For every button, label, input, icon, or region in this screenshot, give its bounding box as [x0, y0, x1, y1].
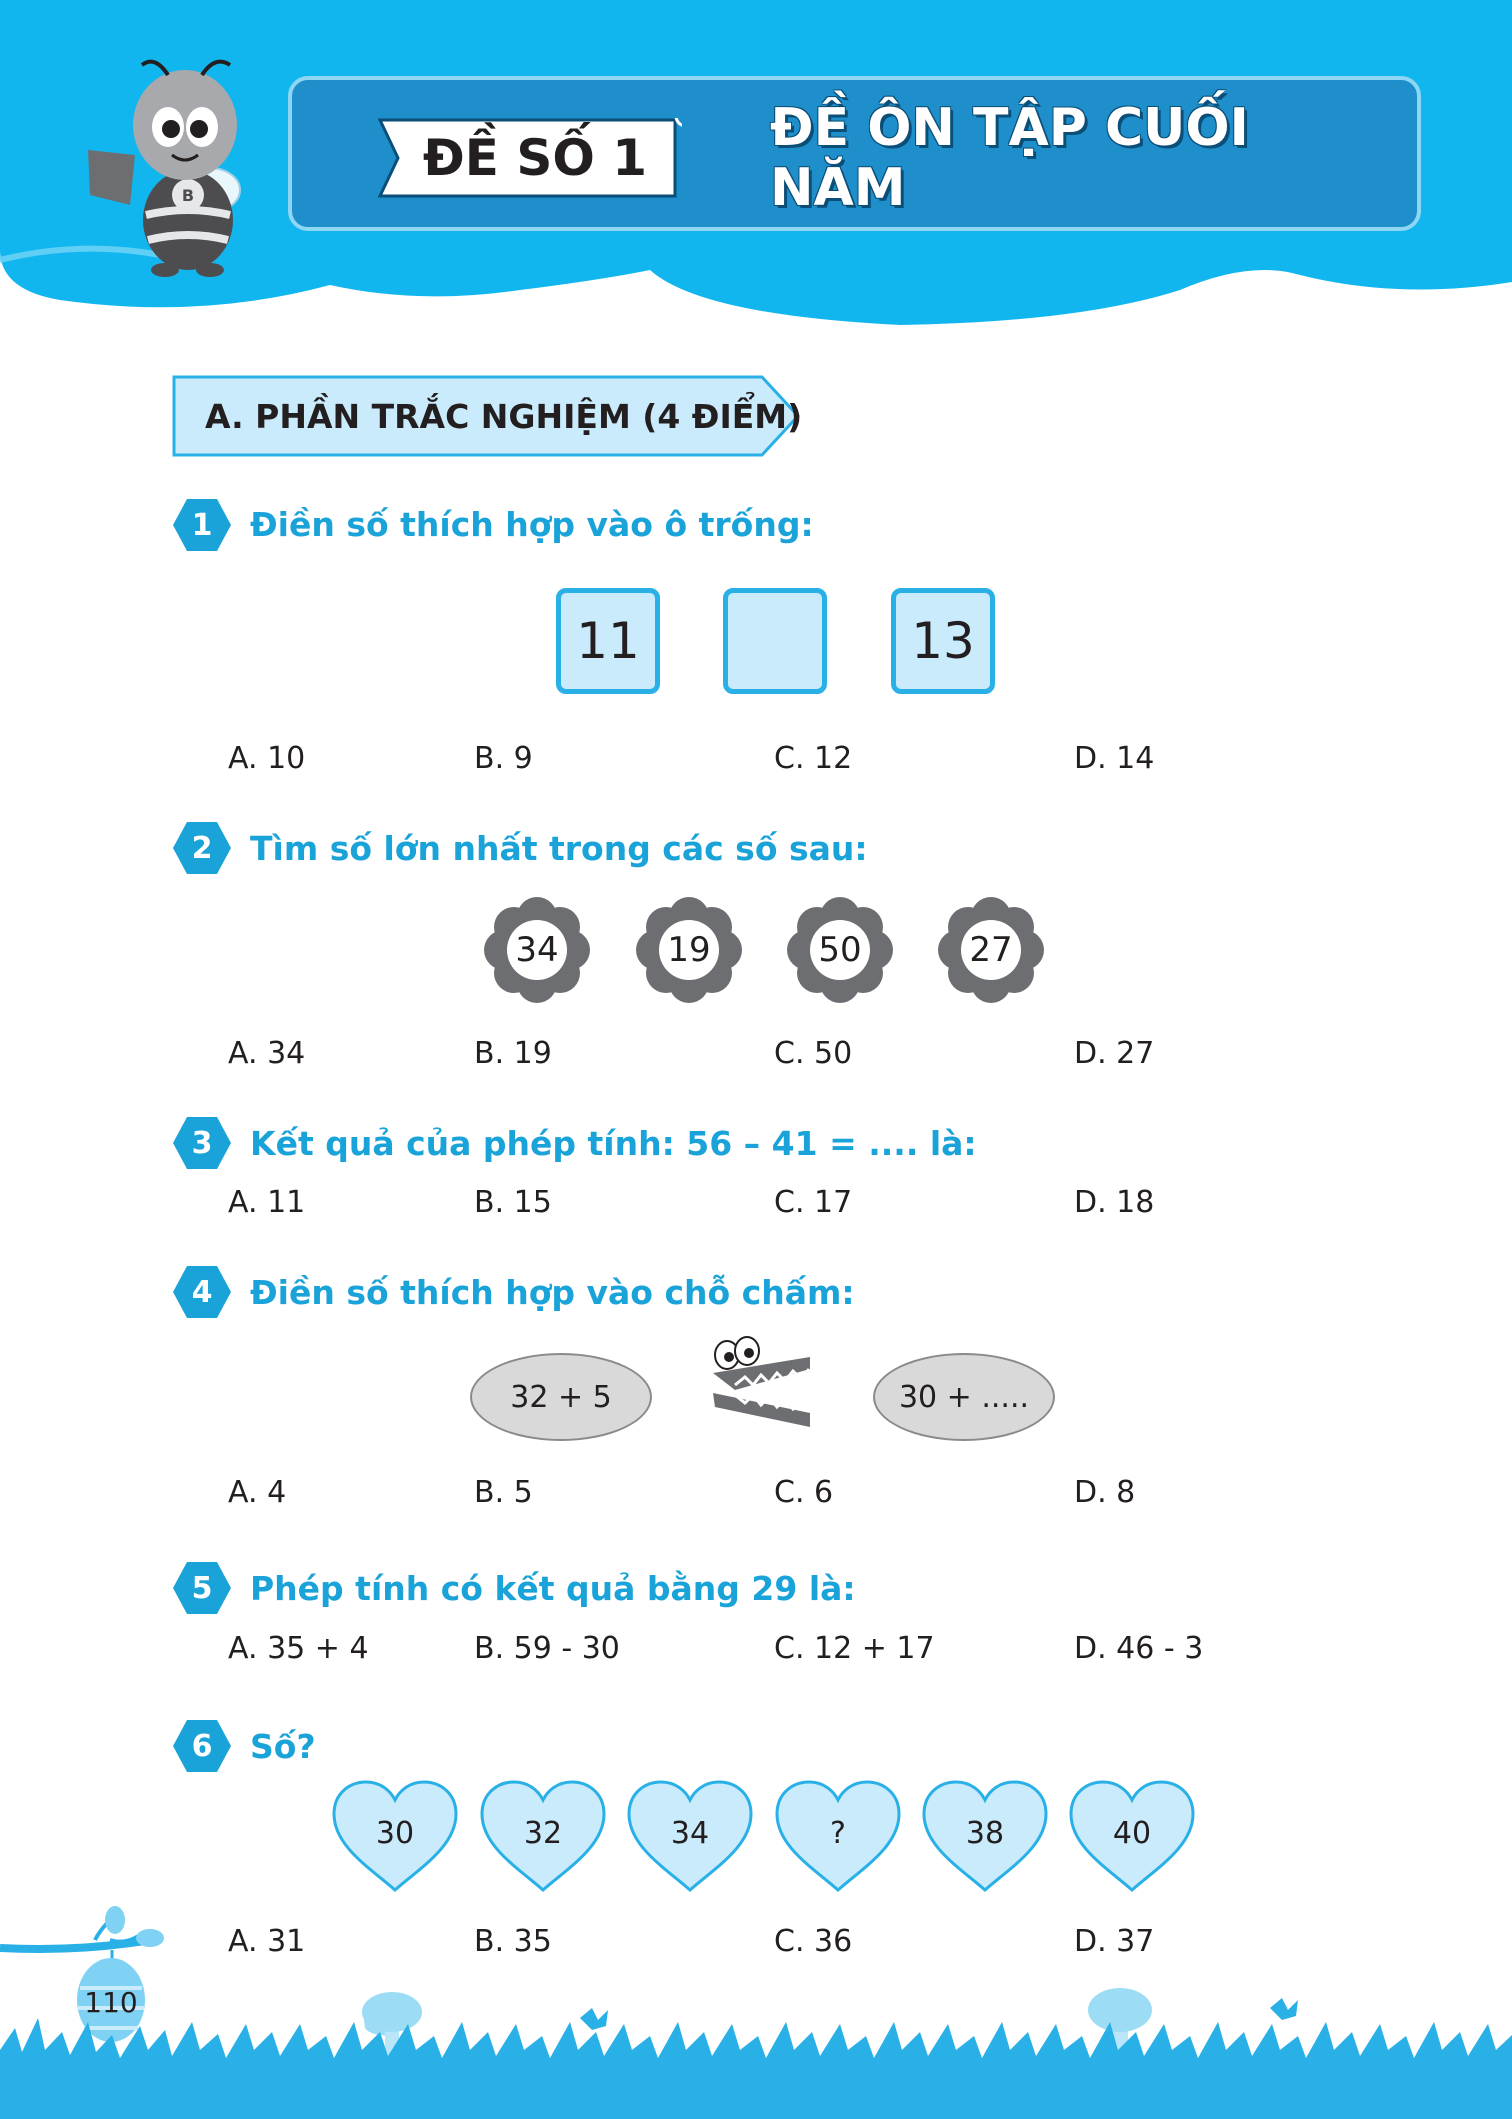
answer-option-c[interactable]: C. 6 — [774, 1475, 834, 1510]
answer-option-a[interactable]: A. 11 — [228, 1185, 306, 1220]
flower-number: 27 — [969, 930, 1013, 970]
answer-option-c[interactable]: C. 36 — [774, 1924, 853, 1959]
page-number: 110 — [84, 1985, 138, 2019]
grass-footer-decoration — [0, 1900, 1512, 2119]
question-number: 5 — [191, 1570, 213, 1606]
blank-number-box[interactable] — [723, 588, 827, 694]
question-text: Kết quả của phép tính: 56 – 41 = .... là: — [250, 1124, 977, 1163]
answer-option-c[interactable]: C. 12 — [774, 741, 853, 776]
question-text: Số? — [250, 1727, 316, 1766]
answer-option-b[interactable]: B. 5 — [474, 1475, 533, 1510]
exam-number-label: ĐỀ SỐ 1 — [422, 129, 648, 187]
answer-option-b[interactable]: B. 15 — [474, 1185, 552, 1220]
crocodile-comparison-icon — [705, 1335, 815, 1435]
heart-number: 40 — [1112, 1815, 1152, 1851]
question-number: 4 — [191, 1274, 213, 1310]
answer-option-a[interactable]: A. 4 — [228, 1475, 287, 1510]
expression-oval-right: 30 + ..... — [873, 1353, 1055, 1441]
answer-option-a[interactable]: A. 34 — [228, 1036, 306, 1071]
answer-option-b[interactable]: B. 35 — [474, 1924, 552, 1959]
answer-option-b[interactable]: B. 19 — [474, 1036, 552, 1071]
question-number: 3 — [191, 1125, 213, 1161]
answer-option-d[interactable]: D. 46 - 3 — [1074, 1631, 1204, 1666]
answer-option-c[interactable]: C. 17 — [774, 1185, 853, 1220]
question-text: Tìm số lớn nhất trong các số sau: — [250, 829, 868, 868]
question-number: 2 — [191, 830, 213, 866]
answer-option-d[interactable]: D. 27 — [1074, 1036, 1155, 1071]
answer-option-c[interactable]: C. 12 + 17 — [774, 1631, 935, 1666]
answer-option-d[interactable]: D. 37 — [1074, 1924, 1155, 1959]
question-number: 1 — [191, 507, 213, 543]
question-number: 6 — [191, 1728, 213, 1764]
answer-option-a[interactable]: A. 10 — [228, 741, 306, 776]
answer-option-a[interactable]: A. 31 — [228, 1924, 306, 1959]
heart-missing-number[interactable]: ? — [830, 1815, 846, 1851]
answer-option-d[interactable]: D. 8 — [1074, 1475, 1136, 1510]
question-text: Điền số thích hợp vào chỗ chấm: — [250, 1273, 855, 1312]
bee-mascot — [80, 55, 260, 280]
section-a-title: A. PHẦN TRẮC NGHIỆM (4 ĐIỂM) — [205, 396, 803, 436]
number-box: 11 — [556, 588, 660, 694]
heart-number: 32 — [523, 1815, 563, 1851]
answer-option-b[interactable]: B. 59 - 30 — [474, 1631, 620, 1666]
answer-option-c[interactable]: C. 50 — [774, 1036, 853, 1071]
question-text: Phép tính có kết quả bằng 29 là: — [250, 1569, 856, 1608]
expression-oval-left: 32 + 5 — [470, 1353, 652, 1441]
answer-option-a[interactable]: A. 35 + 4 — [228, 1631, 369, 1666]
answer-option-d[interactable]: D. 14 — [1074, 741, 1155, 776]
bee-badge-letter: B — [181, 186, 195, 205]
flower-number: 50 — [818, 930, 862, 970]
question-text: Điền số thích hợp vào ô trống: — [250, 505, 814, 544]
flower-number: 19 — [667, 930, 711, 970]
heart-number: 38 — [965, 1815, 1005, 1851]
heart-number: 34 — [670, 1815, 710, 1851]
page-title: ĐỀ ÔN TẬP CUỐI NĂM — [770, 98, 1249, 218]
flower-number: 34 — [515, 930, 559, 970]
heart-number: 30 — [375, 1815, 415, 1851]
answer-option-d[interactable]: D. 18 — [1074, 1185, 1155, 1220]
answer-option-b[interactable]: B. 9 — [474, 741, 533, 776]
number-box: 13 — [891, 588, 995, 694]
